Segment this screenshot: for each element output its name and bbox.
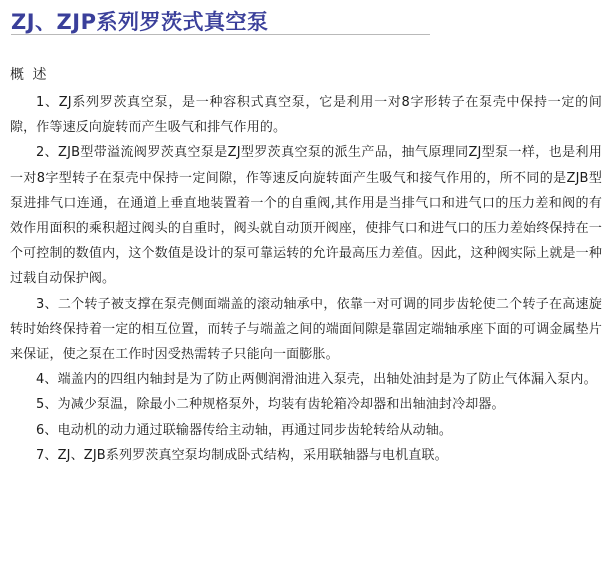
overview-body [10,90,602,468]
paragraph-7: 7、ZJ、ZJB系列罗茨真空泵均制成卧式结构，采用联轴器与电机直联。 [36,447,448,463]
title-divider [11,34,430,35]
section-heading: 概 述 [10,67,49,83]
paragraph-4: 4、端盖内的四组内轴封是为了防止两侧润滑油进入泵壳，出轴处油封是为了防止气体漏入泵内。 [36,372,597,388]
paragraph-3: 3、二个转子被支撑在泵壳侧面端盖的滚动轴承中，依靠一对可调的同步齿轮使二个转子在高速旋转时始终保持着一定的相互位置，而转子与端盖之间的端面间隙是靠固定端轴承座下面的可调金属垫片来保证，使之泵在工作时因受热需转子只能向一面膨胀。 [10,296,602,363]
paragraph-1: 1、ZJ系列罗茨真空泵，是一种容积式真空泵，它是利用一对8字形转子在泵壳中保持一定的间隙，作等速反向旋转而产生吸气和排气作用的。 [10,95,602,136]
paragraph-6: 6、电动机的动力通过联输器传给主动轴，再通过同步齿轮转给从动轴。 [36,422,453,438]
page-title: ZJ、ZJP系列罗茨式真空泵 [11,10,269,34]
paragraph-5: 5、为减少泵温，除最小二种规格泵外，均装有齿轮箱冷却器和出轴油封冷却器。 [36,397,505,413]
paragraph-2: 2、ZJB型带溢流阀罗茨真空泵是ZJ型罗茨真空泵的派生产品，抽气原理同ZJ型泵一样，也是利用一对8字型转子在泵壳中保持一定间隙，作等速反向旋转面产生吸气和接气作用的，所不同的是ZJB型泵进排气口连通，在通道上垂直地装置着一个的自重阀,其作用是当排气口和进气口的压力差和阀的有效作用面积的乘积超过阀头的自重时，阀头就自动顶开阀座，使排气口和进气口的压力差始终保持在一个可控制的数值内，这个数值是设计的泵可靠运转的允许最高压力差值。因此，这种阀实际上就是一种过载自动保护阀。 [10,145,602,287]
